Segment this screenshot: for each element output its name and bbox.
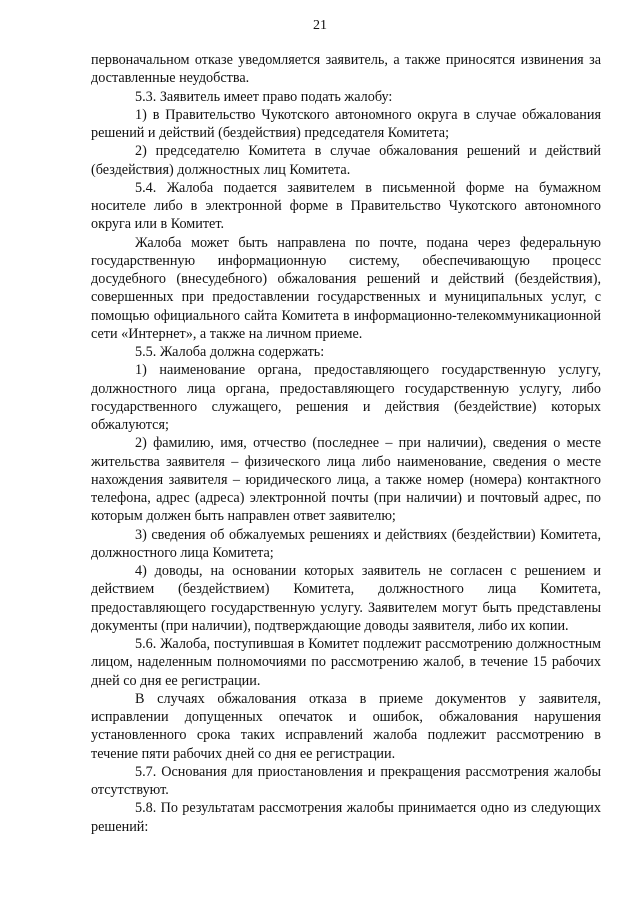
paragraph-5-4: 5.4. Жалоба подается заявителем в письменной форме на бумажном носителе либо в электронной форме в Правительство Чукотского автономного округа или в Комитет. xyxy=(91,179,601,233)
paragraph-complaint-notification: первоначальном отказе уведомляется заявитель, а также приносятся извинения за доставленные неудобства. xyxy=(91,52,601,87)
paragraph-5-7: 5.7. Основания для приостановления и прекращения рассмотрения жалобы отсутствуют. xyxy=(91,763,601,798)
paragraph-5-6: 5.6. Жалоба, поступившая в Комитет подлежит рассмотрению должностным лицом, наделенным полномочиями по рассмотрению жалоб, в течение 15 рабочих дней со дня ее регистрации. xyxy=(91,636,601,689)
paragraph-5-5-item-1: 1) наименование органа, предоставляющего государственную услугу, должностного лица органа, предоставляющего государственную услугу, либо государственного служащего, решения и действия (бездействие) которых обжалуются; xyxy=(91,362,601,433)
paragraph-5-3: 5.3. Заявитель имеет право подать жалобу: xyxy=(135,88,393,105)
paragraph-complaint-channels: Жалоба может быть направлена по почте, подана через федеральную государственную информационную систему, обеспечивающую процесс досудебного (внесудебного) обжалования решений и действий (бездействия), совершенных при предоставлении государственных и муниципальных услуг, с помощью официального сайта Комитета в информационно-телекоммуникационной сети «Интернет», а также на личном приеме. xyxy=(91,234,601,342)
paragraph-5-3-item-1: 1) в Правительство Чукотского автономного округа в случае обжалования решений и действий (бездействия) председателя Комитета; xyxy=(91,106,601,141)
paragraph-refusal-appeal: В случаях обжалования отказа в приеме документов у заявителя, исправлении допущенных опечаток и ошибок, обжалования нарушения установленного срока таких исправлений жалоба подлежит рассмотрению в течение пяти рабочих дней со дня ее регистрации. xyxy=(91,690,601,762)
paragraph-5-5-item-3: 3) сведения об обжалуемых решениях и действиях (бездействии) Комитета, должностного лица Комитета; xyxy=(91,526,601,561)
page-number: 21 xyxy=(313,18,327,33)
paragraph-5-5-item-2: 2) фамилию, имя, отчество (последнее – при наличии), сведения о месте жительства заявителя – физического лица либо наименование, сведения о месте нахождения заявителя – юридического лица, а также номер (номера) контактного телефона, адрес (адреса) электронной почты (при наличии) и почтовый адрес, по которым должен быть направлен ответ заявителю; xyxy=(91,435,601,525)
paragraph-5-5: 5.5. Жалоба должна содержать: xyxy=(135,344,325,360)
paragraph-5-5-item-4: 4) доводы, на основании которых заявитель не согласен с решением и действием (бездействием) Комитета, должностного лица Комитета, предоставляющего государственную услугу. Заявителем могут быть представлены документы (при наличии), подтверждающие доводы заявителя, либо их копии. xyxy=(91,563,601,634)
document-body xyxy=(91,51,601,836)
paragraph-5-3-item-2: 2) председателю Комитета в случае обжалования решений и действий (бездействия) должностных лиц Комитета. xyxy=(91,143,601,178)
paragraph-5-8: 5.8. По результатам рассмотрения жалобы принимается одно из следующих решений: xyxy=(91,800,601,835)
